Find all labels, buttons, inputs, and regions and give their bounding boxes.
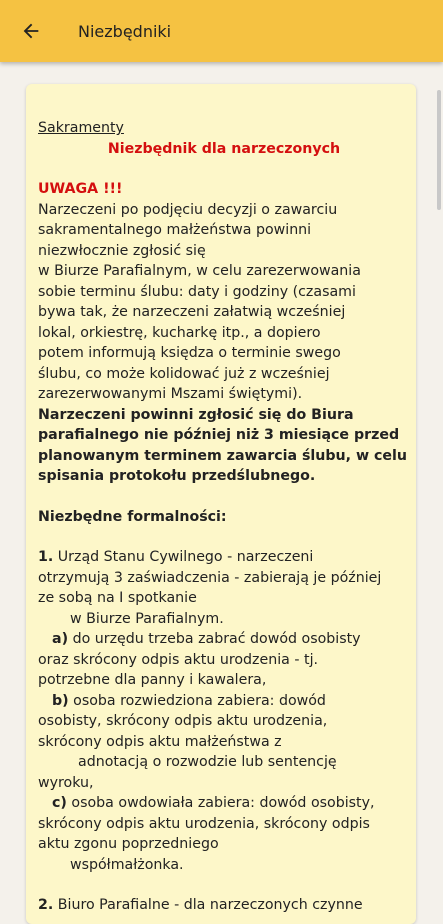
list-item-1: [38, 547, 410, 568]
paragraph-line: skrócony odpis aktu małżeństwa z: [38, 733, 282, 750]
sub-item-text: do urzędu trzeba zabrać dowód osobisty: [72, 631, 361, 647]
sub-item-b: [38, 691, 410, 712]
paragraph-line: skrócony odpis aktu urodzenia, skrócony odpis: [38, 815, 370, 832]
paragraph-line: w Biurze Parafialnym, w celu zarezerwowania: [38, 263, 361, 279]
sub-item-text: osoba owdowiała zabiera: dowód osobisty,: [71, 795, 375, 811]
article-content: [38, 118, 410, 916]
bold-paragraph-line: planowanym terminem zawarcia ślubu, w celu: [38, 447, 408, 464]
paragraph-line: sobie terminu ślubu: daty i godziny (czasami: [38, 283, 356, 300]
paragraph-line: ślubu, co może kolidować już z wcześniej: [38, 365, 330, 382]
paragraph-line: oraz skrócony odpis aktu urodzenia - tj.: [38, 651, 319, 668]
article-subtitle: Niezbędnik dla narzeczonych: [107, 140, 341, 157]
item-text: Urząd Stanu Cywilnego - narzeczeni: [57, 549, 314, 565]
scrollbar[interactable]: [437, 90, 441, 210]
paragraph-line: wyroku,: [38, 774, 94, 791]
app-bar: [0, 0, 443, 62]
paragraph-line: Narzeczeni po podjęciu decyzji o zawarciu: [38, 201, 338, 218]
sub-item-label: a): [52, 631, 69, 647]
paragraph-line: współmałżonka.: [70, 856, 184, 873]
bold-paragraph-line: parafialnego nie później niż 3 miesiące przed: [38, 427, 400, 443]
sub-item-a: [38, 629, 410, 650]
article-heading: Sakramenty: [38, 120, 124, 136]
formalities-heading: Niezbędne formalności:: [38, 508, 227, 525]
sub-item-c: [38, 793, 410, 814]
warning-label: UWAGA !!!: [38, 181, 123, 197]
back-button[interactable]: [16, 16, 46, 46]
bold-paragraph-line: spisania protokołu przedślubnego.: [38, 468, 316, 484]
paragraph-line: zarezerwowanymi Mszami świętymi).: [38, 386, 303, 402]
arrow-left-icon: [20, 20, 42, 42]
bold-paragraph-line: Narzeczeni powinni zgłosić się do Biura: [38, 406, 354, 423]
paragraph-line: otrzymują 3 zaświadczenia - zabierają je później: [38, 569, 382, 586]
paragraph-line: bywa tak, że narzeczeni załatwią wcześniej: [38, 304, 346, 320]
sub-item-label: b): [52, 692, 69, 709]
page-title: Niezbędniki: [78, 21, 172, 41]
item-number: 1.: [38, 549, 54, 565]
paragraph-line: aktu zgonu poprzedniego: [38, 836, 219, 852]
paragraph-line: niezwłocznie zgłosić się: [38, 242, 206, 259]
article-card: [26, 84, 416, 924]
paragraph-line: potrzebne dla panny i kawalera,: [38, 672, 267, 688]
item-number: 2.: [38, 897, 54, 913]
paragraph-line: adnotacją o rozwodzie lub sentencję: [78, 754, 337, 770]
paragraph-line: sakramentalnego małżeństwa powinni: [38, 222, 312, 238]
paragraph-line: w Biurze Parafialnym.: [70, 610, 224, 627]
paragraph-line: lokal, orkiestrę, kucharkę itp., a dopiero: [38, 324, 321, 341]
paragraph-line: ze sobą na I spotkanie: [38, 590, 197, 606]
list-item-2: [38, 895, 410, 916]
paragraph-line: potem informują księdza o terminie swego: [38, 345, 341, 361]
sub-item-text: osoba rozwiedziona zabiera: dowód: [73, 692, 326, 709]
sub-item-label: c): [52, 795, 67, 811]
paragraph-line: osobisty, skrócony odpis aktu urodzenia,: [38, 713, 328, 729]
item-text: Biuro Parafialne - dla narzeczonych czynne: [57, 897, 363, 913]
